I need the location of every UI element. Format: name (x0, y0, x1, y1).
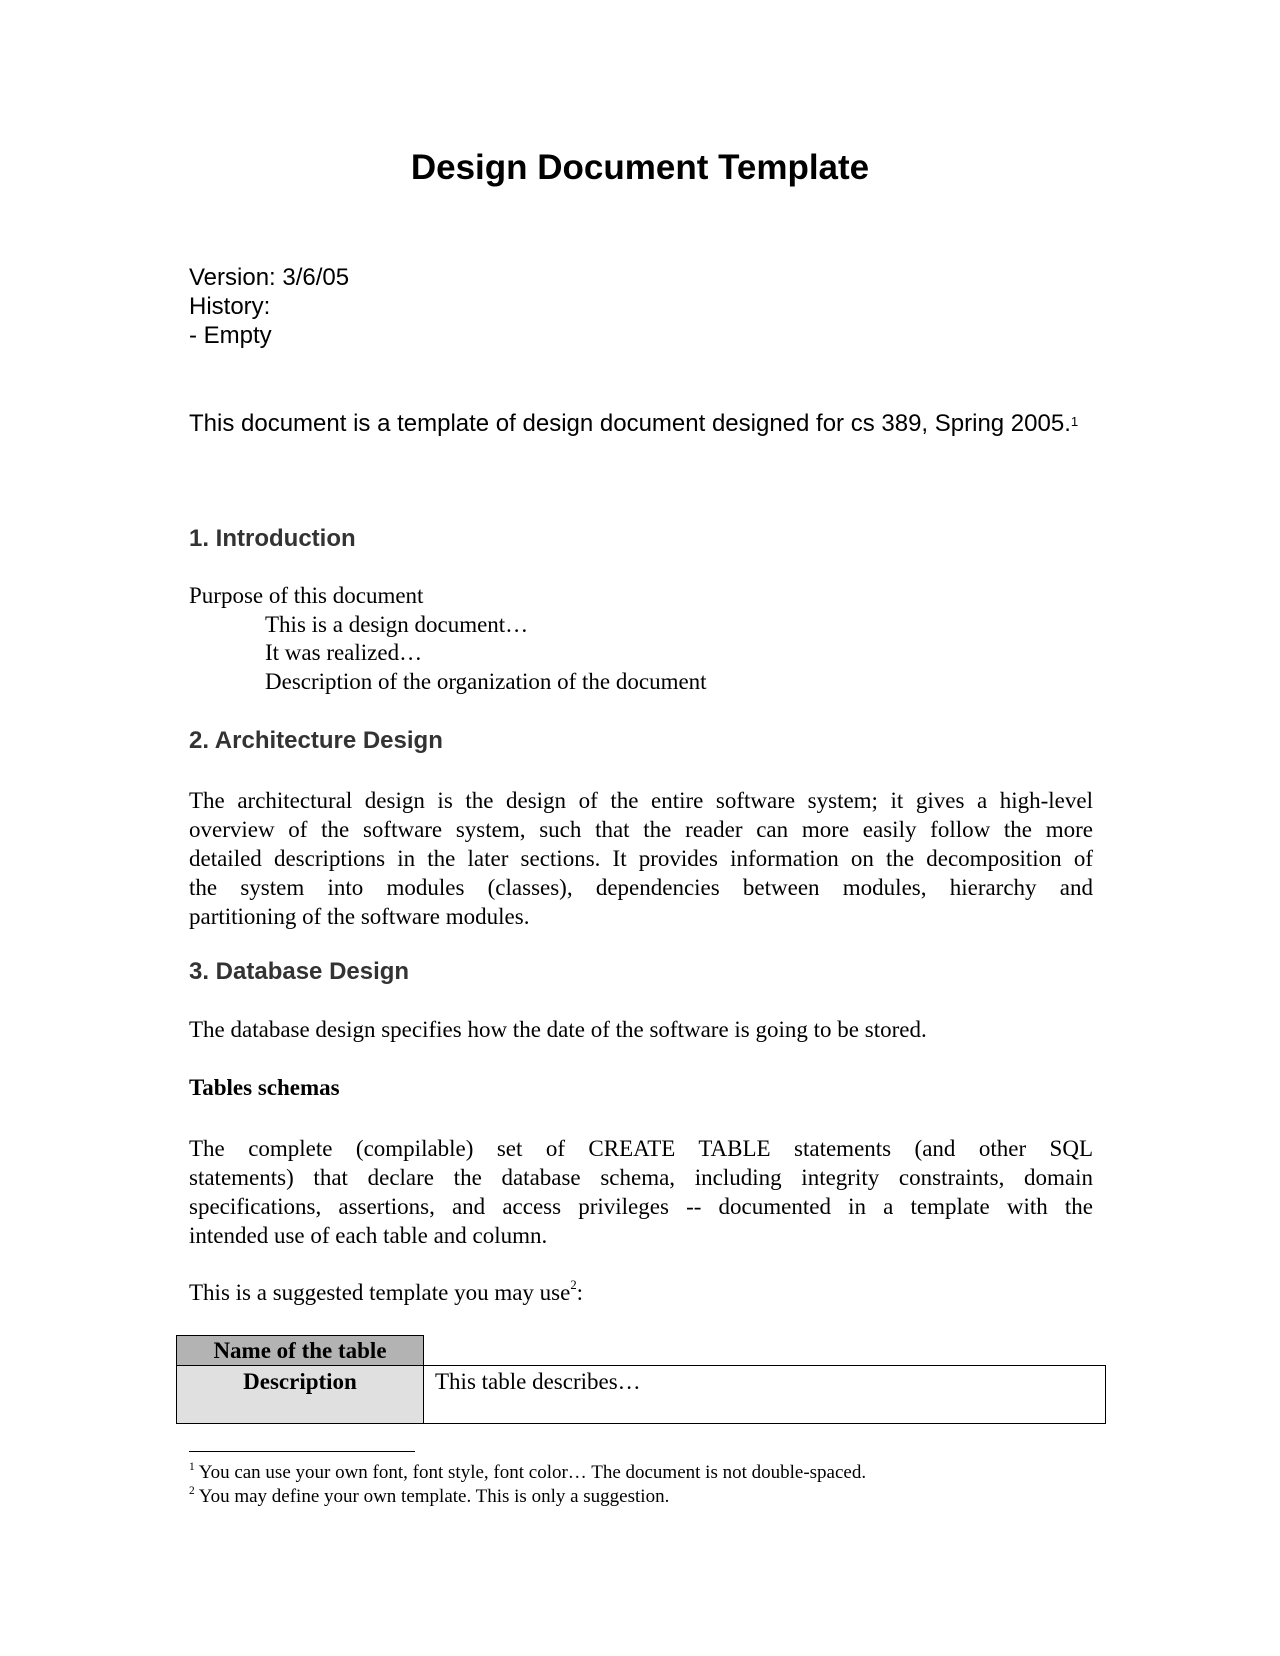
introduction-item: Description of the organization of the document (265, 669, 707, 694)
footnote-text: You may define your own template. This is only a suggestion. (198, 1486, 670, 1507)
footnote-marker: 1 (189, 1461, 195, 1473)
section-heading-introduction: 1. Introduction (189, 525, 356, 552)
version-line: Version: 3/6/05 (189, 264, 350, 291)
introduction-item: It was realized… (265, 640, 423, 665)
footnote-separator (189, 1451, 415, 1452)
intro-paragraph (189, 409, 1093, 438)
footnote-ref-2[interactable]: 2 (570, 1278, 577, 1292)
table-name-cell: Name of the table (177, 1336, 424, 1366)
paragraph-line: The complete (compilable) set of CREATE TABLE statements (and other SQL (189, 1136, 1093, 1161)
paragraph-line: the system into modules (classes), dependencies between modules, hierarchy and (189, 875, 1093, 900)
table-row (177, 1336, 1106, 1366)
introduction-item: This is a design document… (265, 612, 529, 637)
intro-text: This document is a template of design document designed for cs 389, Spring 2005. (189, 410, 1071, 437)
description-value-cell: This table describes… (424, 1366, 1106, 1424)
table-row (177, 1366, 1106, 1424)
table-name-value-cell (424, 1336, 1106, 1366)
footnote-marker: 2 (189, 1485, 195, 1497)
suggested-template-suffix: : (576, 1280, 584, 1305)
paragraph-line: detailed descriptions in the later sections. It provides information on the decomposition of (189, 846, 1093, 871)
description-label-cell: Description (177, 1366, 424, 1424)
footnote-text: You can use your own font, font style, font color… The document is not double-spaced. (198, 1462, 867, 1483)
document-title: Design Document Template (410, 148, 870, 187)
schema-paragraph (189, 1134, 1093, 1250)
paragraph-line: statements) that declare the database schema, including integrity constraints, domain (189, 1165, 1093, 1190)
footnote-ref-1[interactable]: 1 (1070, 414, 1079, 429)
section-heading-database: 3. Database Design (189, 958, 410, 985)
paragraph-line: specifications, assertions, and access privileges -- documented in a template with the (189, 1194, 1093, 1219)
introduction-lead: Purpose of this document (189, 583, 424, 608)
table-schema-template (176, 1335, 1106, 1424)
footnote-2 (189, 1486, 669, 1508)
paragraph-line: The architectural design is the design of the entire software system; it gives a high-level (189, 788, 1093, 813)
history-item: - Empty (189, 322, 272, 349)
tables-schemas-heading: Tables schemas (189, 1075, 340, 1100)
history-label: History: (189, 293, 271, 320)
architecture-paragraph (189, 786, 1093, 931)
suggested-template-text: This is a suggested template you may use (189, 1280, 571, 1305)
paragraph-line: intended use of each table and column. (189, 1223, 548, 1248)
database-intro: The database design specifies how the date of the software is going to be stored. (189, 1017, 927, 1042)
footnote-1 (189, 1462, 866, 1484)
paragraph-line: overview of the software system, such that the reader can more easily follow the more (189, 817, 1093, 842)
paragraph-line: partitioning of the software modules. (189, 904, 530, 929)
suggested-template-line (189, 1280, 583, 1306)
section-heading-architecture: 2. Architecture Design (189, 727, 443, 754)
